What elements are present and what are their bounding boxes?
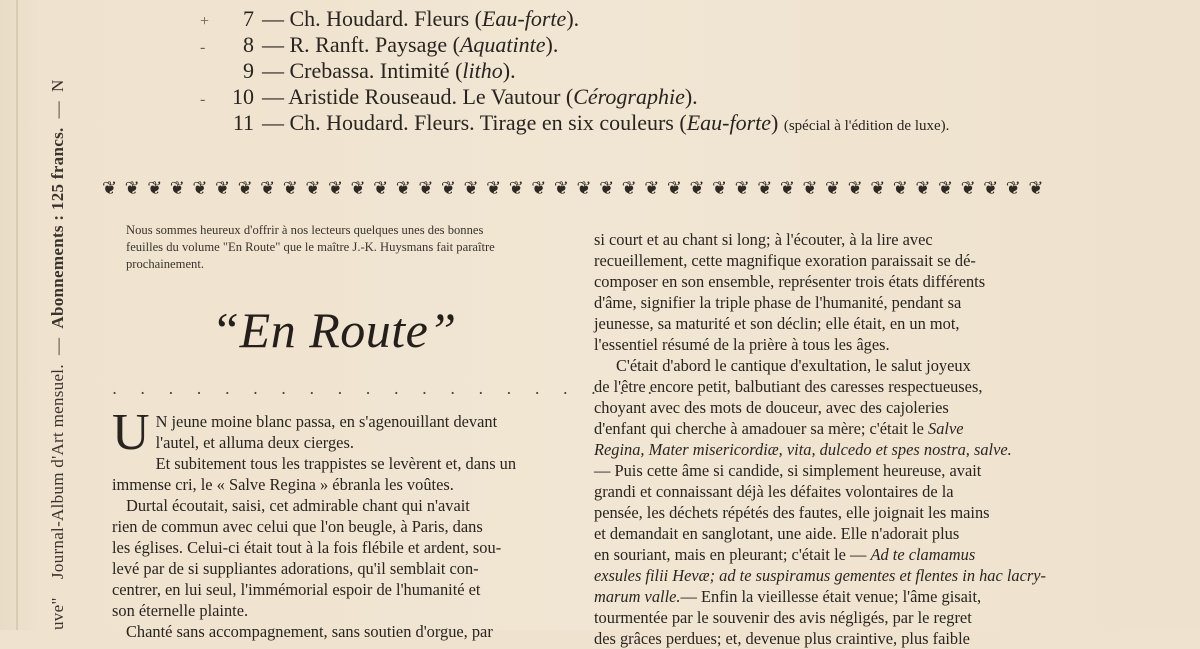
plate-dash: — bbox=[262, 6, 284, 31]
body-line-text: rien de commun avec celui que l'on beugle, à Paris, dans bbox=[112, 517, 483, 536]
plate-title: Ch. Houdard. Fleurs bbox=[289, 6, 470, 31]
body-line-text: d'enfant qui cherche à amadouer sa mère; c'était le bbox=[594, 419, 928, 438]
ornament-glyph: ❦ bbox=[734, 178, 750, 199]
body-line bbox=[594, 292, 1046, 313]
body-line bbox=[594, 250, 1046, 271]
body-line bbox=[594, 628, 1046, 649]
body-line bbox=[594, 229, 1046, 250]
body-line-text: tourmentée par le souvenir des avis négligés, par le regret bbox=[594, 608, 972, 627]
body-line-text: — Puis cette âme si candide, si simplement heureuse, avait bbox=[594, 461, 982, 480]
latin-quote: exsules filii Hevæ; ad te suspiramus gementes et flentes in hac lacry- bbox=[594, 566, 1047, 585]
plate-title: Ch. Houdard. Fleurs. Tirage en six couleurs bbox=[289, 110, 674, 135]
drop-cap: U bbox=[112, 404, 150, 461]
ornament-glyph: ❦ bbox=[1028, 178, 1044, 199]
latin-quote: marum valle. bbox=[594, 587, 681, 606]
body-line-text: son éternelle plainte. bbox=[112, 601, 249, 620]
plate-title: Crebassa. Intimité bbox=[289, 58, 450, 83]
plate-number: 7 bbox=[243, 6, 254, 31]
vertical-margin-text: uve" Journal-Album d'Art mensuel. — Abonnements : 125 francs. — N bbox=[48, 79, 67, 630]
plate-number: 8 bbox=[243, 32, 254, 57]
body-line-text: l'essentiel résumé de la prière à tous les âges. bbox=[594, 335, 890, 354]
page-fold-line bbox=[16, 0, 18, 630]
body-line-text: levé par de si suppliantes adorations, qu'il semblait con- bbox=[112, 559, 479, 578]
body-line bbox=[594, 418, 1046, 439]
latin-quote: Ad te clamamus bbox=[870, 545, 976, 564]
margin-title-fragment: uve" bbox=[48, 597, 67, 630]
ornament-glyph: ❦ bbox=[553, 178, 569, 199]
ornament-glyph: ❦ bbox=[102, 178, 118, 199]
body-line-text: si court et au chant si long; à l'écouter, à la lire avec bbox=[594, 230, 933, 249]
margin-trail: N bbox=[48, 79, 67, 92]
ornament-glyph: ❦ bbox=[847, 178, 863, 199]
ornament-glyph: ❦ bbox=[960, 178, 976, 199]
editor-note-line: Nous sommes heureux d'offrir à nos lecteurs quelques unes des bonnes bbox=[126, 223, 484, 237]
ornament-glyph: ❦ bbox=[192, 178, 208, 199]
body-line-text: des grâces perdues; et, devenue plus craintive, plus faible bbox=[594, 629, 970, 648]
ornament-glyph: ❦ bbox=[237, 178, 253, 199]
body-line-text: les églises. Celui-ci était tout à la fois flébile et ardent, sou- bbox=[112, 538, 502, 557]
margin-descriptor: Journal-Album d'Art mensuel. bbox=[48, 364, 67, 580]
body-line bbox=[112, 579, 556, 600]
latin-quote: Salve bbox=[928, 419, 964, 438]
plate-mark: - bbox=[200, 39, 206, 56]
plate-title: Aristide Rouseaud. Le Vautour bbox=[288, 84, 561, 109]
body-line-text: Chanté sans accompagnement, sans soutien d'orgue, par bbox=[126, 622, 493, 641]
ornament-glyph: ❦ bbox=[169, 178, 185, 199]
body-line bbox=[594, 271, 1046, 292]
body-line bbox=[594, 355, 1046, 376]
body-line-text: recueillement, cette magnifique exoration paraissait se dé- bbox=[594, 251, 976, 270]
ornament-glyph: ❦ bbox=[418, 178, 434, 199]
ornament-glyph: ❦ bbox=[757, 178, 773, 199]
ornament-glyph: ❦ bbox=[892, 178, 908, 199]
body-line-text: C'était d'abord le cantique d'exultation, le salut joyeux bbox=[616, 356, 971, 375]
body-line bbox=[594, 481, 1046, 502]
body-line-text: pensée, les déchets répétés des fautes, elle joignait les mains bbox=[594, 503, 990, 522]
ornament-glyph: ❦ bbox=[327, 178, 344, 199]
ornament-glyph: ❦ bbox=[260, 178, 276, 199]
body-line-text: Et subitement tous les trappistes se levèrent et, dans un bbox=[155, 454, 517, 473]
ornament-glyph: ❦ bbox=[373, 178, 389, 199]
article-title: “En Route” bbox=[211, 302, 457, 358]
ornament-glyph: ❦ bbox=[305, 178, 321, 199]
ornament-glyph: ❦ bbox=[599, 178, 615, 199]
plate-dash: — bbox=[262, 84, 284, 109]
plate-note: (spécial à l'édition de luxe). bbox=[783, 118, 950, 134]
body-line-text: grandi et connaissant déjà les défaites volontaires de la bbox=[594, 482, 954, 501]
body-line bbox=[594, 439, 1046, 460]
plate-dash: — bbox=[262, 110, 284, 135]
editor-note-line: prochainement. bbox=[126, 257, 204, 271]
body-line bbox=[594, 334, 1046, 355]
plate-item: - 10 — Aristide Rouseaud. Le Vautour (Cérographie). bbox=[200, 84, 1080, 110]
ornament-glyph: ❦ bbox=[282, 178, 298, 199]
body-line bbox=[594, 544, 1046, 565]
body-line-text: N jeune moine blanc passa, en s'agenouillant devant bbox=[155, 412, 498, 431]
plate-number: 11 bbox=[232, 110, 254, 135]
plate-mark: + bbox=[200, 13, 210, 30]
editor-note bbox=[112, 222, 556, 273]
body-line bbox=[594, 586, 1046, 607]
plate-dash: — bbox=[262, 32, 284, 57]
body-line bbox=[112, 558, 556, 579]
body-line bbox=[594, 460, 1046, 481]
ornament-glyph: ❦ bbox=[870, 178, 886, 199]
ornament-glyph: ❦ bbox=[395, 178, 411, 199]
ornament-glyph: ❦ bbox=[644, 178, 660, 199]
ornament-glyph: ❦ bbox=[463, 178, 479, 199]
plate-mark: - bbox=[200, 91, 206, 108]
body-line-text: de l'être encore petit, balbutiant des caresses respectueuses, bbox=[594, 377, 983, 396]
ornamental-divider bbox=[102, 178, 1044, 200]
plate-technique: Eau-forte bbox=[481, 6, 567, 31]
body-line-text: en souriant, mais en pleurant; c'était le — bbox=[594, 545, 871, 564]
ornament-glyph: ❦ bbox=[666, 178, 682, 199]
ornament-glyph: ❦ bbox=[214, 178, 231, 199]
body-line bbox=[594, 376, 1046, 397]
body-line bbox=[594, 313, 1046, 334]
ornament-glyph: ❦ bbox=[531, 178, 547, 199]
plate-number: 10 bbox=[232, 84, 254, 109]
plate-number: 9 bbox=[243, 58, 254, 83]
plate-technique: Aquatinte bbox=[459, 32, 546, 57]
ornament-glyph: ❦ bbox=[621, 178, 637, 199]
body-line bbox=[594, 565, 1046, 586]
margin-subscriptions: Abonnements : 125 francs. bbox=[48, 127, 67, 329]
body-line bbox=[112, 537, 556, 558]
right-column bbox=[594, 229, 1046, 649]
ornament-glyph: ❦ bbox=[350, 178, 366, 199]
plate-technique: Cérographie bbox=[573, 84, 685, 109]
body-line bbox=[594, 502, 1046, 523]
ornament-glyph: ❦ bbox=[983, 178, 999, 199]
ornament-glyph: ❦ bbox=[124, 178, 140, 199]
ornament-glyph: ❦ bbox=[825, 178, 841, 199]
body-line-text: jeunesse, sa maturité et son déclin; elle était, en un mot, bbox=[594, 314, 960, 333]
body-line-text: immense cri, le « Salve Regina » ébranla les voûtes. bbox=[112, 475, 454, 494]
body-line bbox=[112, 600, 556, 621]
ornament-glyph: ❦ bbox=[147, 178, 163, 199]
ornament-glyph: ❦ bbox=[802, 178, 818, 199]
body-line-text: composer en son ensemble, représenter trois états différents bbox=[594, 272, 986, 291]
ornament-glyph: ❦ bbox=[689, 178, 705, 199]
body-line-text: Durtal écoutait, saisi, cet admirable chant qui n'avait bbox=[126, 496, 470, 515]
ornament-glyph: ❦ bbox=[576, 178, 592, 199]
plate-technique: Eau-forte bbox=[686, 110, 772, 135]
ornament-glyph: ❦ bbox=[779, 178, 795, 199]
body-line bbox=[112, 516, 556, 537]
latin-quote: Regina, Mater misericordiæ, vita, dulcedo et spes nostra, salve. bbox=[594, 440, 1012, 459]
body-line bbox=[112, 453, 556, 474]
plate-title: R. Ranft. Paysage bbox=[289, 32, 448, 57]
plates-list bbox=[200, 6, 1080, 136]
plate-item: + 7 — Ch. Houdard. Fleurs (Eau-forte). bbox=[200, 6, 1080, 32]
body-line bbox=[112, 474, 556, 495]
dotted-separator: . . . . . . . . . . . . . . . . . . . . bbox=[112, 379, 662, 398]
ornament-glyph: ❦ bbox=[1005, 178, 1021, 199]
body-line-text: l'autel, et alluma deux cierges. bbox=[155, 433, 354, 452]
plate-item: - 8 — R. Ranft. Paysage (Aquatinte). bbox=[200, 32, 1080, 58]
ornament-glyph: ❦ bbox=[486, 178, 502, 199]
ornament-glyph: ❦ bbox=[712, 178, 728, 199]
body-line bbox=[112, 432, 556, 453]
ornament-glyph: ❦ bbox=[915, 178, 931, 199]
body-line bbox=[594, 523, 1046, 544]
body-line bbox=[112, 621, 556, 642]
ornament-glyph: ❦ bbox=[937, 178, 954, 199]
ornament-glyph: ❦ bbox=[440, 178, 456, 199]
left-body-text bbox=[112, 404, 556, 642]
body-line-text: et demandait en sanglotant, une aide. Elle n'adorait plus bbox=[594, 524, 960, 543]
plate-technique: litho bbox=[462, 58, 503, 83]
body-line bbox=[112, 495, 556, 516]
body-line bbox=[594, 397, 1046, 418]
plate-item: 11 — Ch. Houdard. Fleurs. Tirage en six couleurs (Eau-forte) (spécial à l'édition de luxe). bbox=[200, 110, 1080, 136]
body-line-text: — Enfin la vieillesse était venue; l'âme gisait, bbox=[680, 587, 982, 606]
body-line-text: choyant avec des mots de douceur, avec des cajoleries bbox=[594, 398, 949, 417]
body-line-text: centrer, en lui seul, l'immémorial espoir de l'humanité et bbox=[112, 580, 481, 599]
ornament-glyph: ❦ bbox=[508, 178, 524, 199]
plate-item: 9 — Crebassa. Intimité (litho). bbox=[200, 58, 1080, 84]
body-line bbox=[594, 607, 1046, 628]
plate-dash: — bbox=[262, 58, 284, 83]
editor-note-line: feuilles du volume "En Route" que le maître J.-K. Huysmans fait paraître bbox=[126, 240, 495, 254]
body-line-text: d'âme, signifier la triple phase de l'humanité, pendant sa bbox=[594, 293, 962, 312]
